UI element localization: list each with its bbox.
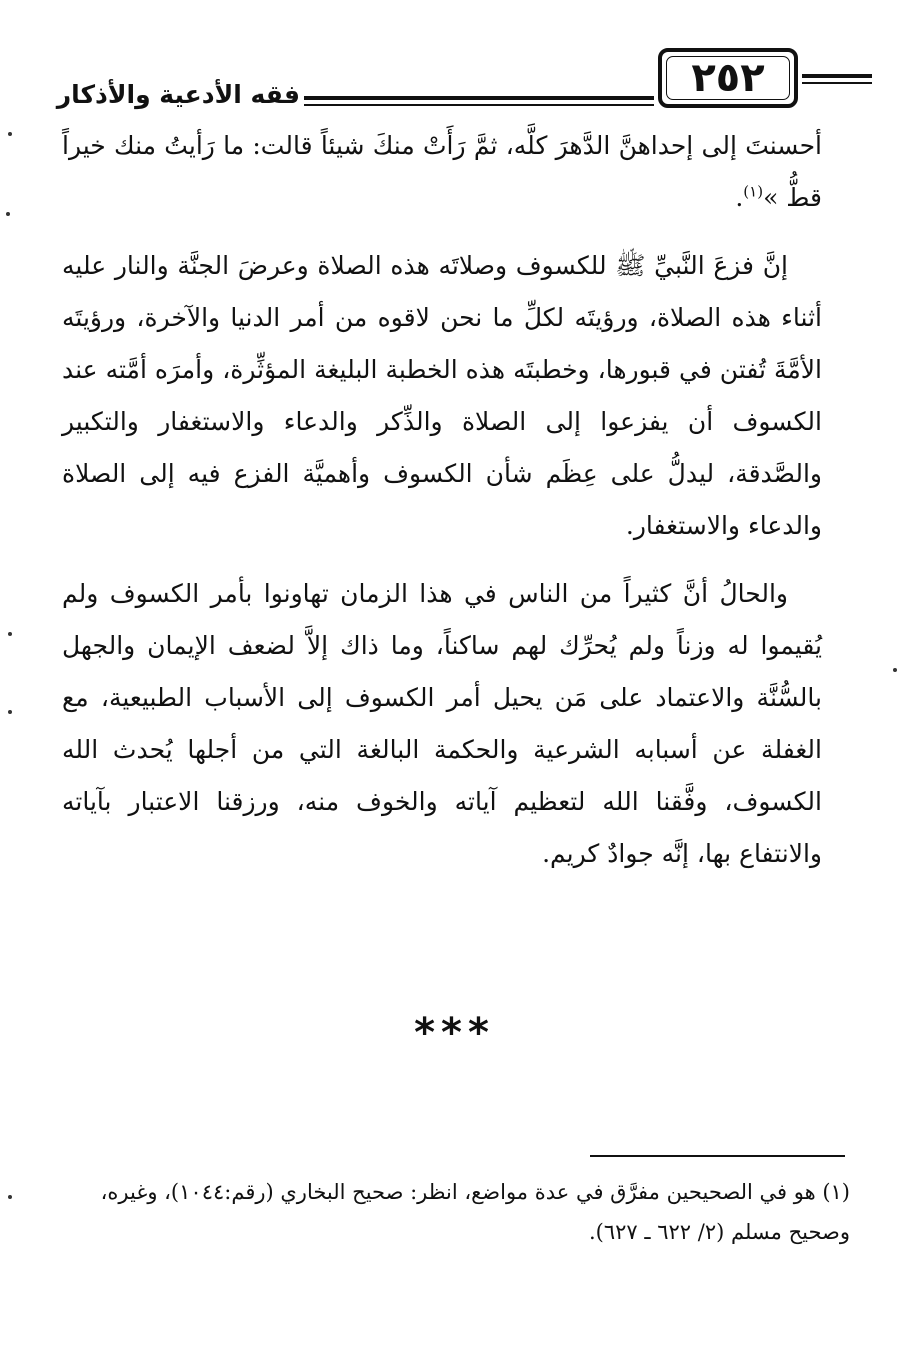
scan-speck — [8, 1195, 12, 1199]
scan-speck — [893, 668, 897, 672]
header-rule-left — [304, 96, 654, 106]
footnote-line-2: وصحيح مسلم (٢/ ٦٢٢ ـ ٦٢٧). — [589, 1220, 850, 1244]
paragraph-2: إنَّ فزعَ النَّبيِّ ﷺ للكسوف وصلاتَه هذه الصلاة وعرضَ الجنَّة والنار عليه أثناء هذه الصلاة، ورؤيتَه لكلِّ ما نحن لاقوه من أمر الدنيا والآخرة، ورؤيتَه الأمَّةَ تُفتن في قبورها، وخطبتَه هذه الخطبة البليغة المؤثِّرة، وأمرَه أمَّته عند الكسوف أن يفزعوا إلى الصلاة والذِّكر والدعاء والاستغفار والتكبير والصَّدقة، ليدلُّ على عِظَم شأن الكسوف وأهميَّة الفزع فيه إلى الصلاة والدعاء والاستغفار. — [62, 251, 822, 540]
paragraph-1-line-1: أحسنتَ إلى إحداهنَّ الدَّهرَ كلَّه، ثمَّ رَأَتْ منكَ شيئاً قالت: ما رَأيتُ منك — [114, 131, 822, 160]
scan-speck — [8, 632, 12, 636]
running-title: فقه الأدعية والأذكار — [56, 80, 300, 109]
section-separator: *** — [414, 1010, 495, 1056]
footnote — [80, 1172, 850, 1252]
paragraph-1-line-2: خيراً قطُّ » — [62, 131, 822, 212]
scan-speck — [8, 132, 12, 136]
footnote-line-1: (١) هو في الصحيحين مفرَّق في عدة مواضع، انظر: صحيح البخاري (رقم:١٠٤٤)، وغيره، — [100, 1180, 850, 1204]
scan-speck — [8, 710, 12, 714]
page-header — [56, 44, 820, 114]
paragraph-3: والحالُ أنَّ كثيراً من الناس في هذا الزمان تهاونوا بأمر الكسوف ولم يُقيموا له وزناً ولم يُحرِّك لهم ساكناً، وما ذاك إلاَّ لضعف الإيمان والجهل بالسُّنَّة والاعتماد على مَن يحيل أمر الكسوف إلى الأسباب الطبيعية، مع الغفلة عن أسبابه الشرعية والحكمة البالغة التي من أجلها يُحدث الله الكسوف، وفَّقنا الله لتعظيم آياته والخوف منه، ورزقنا الاعتبار بآياته والانتفاع بها، إنَّه جوادٌ كريم. — [62, 579, 822, 868]
paragraph-1 — [62, 120, 822, 224]
footnote-reference: (١) — [743, 182, 764, 201]
scan-speck — [6, 212, 10, 216]
page-number: ٢٥٢ — [658, 48, 798, 108]
footnote-rule — [590, 1155, 845, 1157]
body-text — [62, 120, 822, 896]
header-rule-right — [802, 74, 872, 84]
paragraph-1-end: . — [735, 183, 744, 212]
